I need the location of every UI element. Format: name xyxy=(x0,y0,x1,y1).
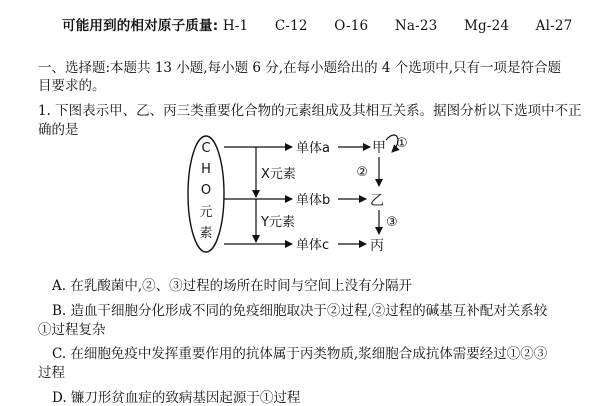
ellipse-char-h: H xyxy=(201,162,211,177)
option-d: D. 镰刀形贫血症的致病基因起源于①过程 xyxy=(52,390,301,406)
ellipse-char-yuan: 元 xyxy=(199,205,213,220)
option-c-line2: 过程 xyxy=(38,365,65,381)
compound-bing: 丙 xyxy=(370,238,384,254)
y-element-label: Y元素 xyxy=(261,215,295,230)
process-2-label: ② xyxy=(356,165,368,180)
monomer-c-label: 单体c xyxy=(296,238,330,253)
question-stem-line2: 确的是 xyxy=(38,122,79,138)
option-c-line1: C. 在细胞免疫中发挥重要作用的抗体属于丙类物质,浆细胞合成抗体需要经过①②③ xyxy=(52,346,548,362)
section-instructions-line2: 目要求的。 xyxy=(38,78,106,94)
option-a: A. 在乳酸菌中,②、③过程的场所在时间与空间上没有分隔开 xyxy=(52,278,413,294)
option-b-line1: B. 造血干细胞分化形成不同的免疫细胞取决于②过程,②过程的碱基互补配对关系较 xyxy=(52,303,548,319)
atomic-mass-al: Al-27 xyxy=(535,18,573,34)
compound-yi: 乙 xyxy=(370,193,384,209)
process-1-label: ① xyxy=(396,136,408,151)
atomic-mass-na: Na-23 xyxy=(394,18,438,34)
question-stem-line1: 1. 下图表示甲、乙、丙三类重要化合物的元素组成及其相互关系。据图分析以下选项中不正 xyxy=(38,103,582,119)
atomic-mass-c: C-12 xyxy=(274,18,308,34)
atomic-mass-o: O-16 xyxy=(334,18,369,34)
ellipse-char-c: C xyxy=(201,141,211,156)
option-b-line2: ①过程复杂 xyxy=(38,322,106,338)
process-3-label: ③ xyxy=(386,215,398,230)
atomic-mass-h: H-1 xyxy=(222,18,249,34)
section-instructions-line1: 一、选择题:本题共 13 小题,每小题 6 分,在每小题给出的 4 个选项中,只有一项是符合题 xyxy=(38,60,562,76)
atomic-mass-mg: Mg-24 xyxy=(463,18,510,34)
compound-jia: 甲 xyxy=(372,140,386,156)
atomic-mass-heading: 可能用到的相对原子质量: xyxy=(62,18,219,34)
ellipse-char-o: O xyxy=(200,183,212,198)
ellipse-char-su: 素 xyxy=(199,226,213,241)
x-element-label: X元素 xyxy=(261,167,296,182)
monomer-b-label: 单体b xyxy=(296,193,331,208)
monomer-a-label: 单体a xyxy=(296,141,330,156)
